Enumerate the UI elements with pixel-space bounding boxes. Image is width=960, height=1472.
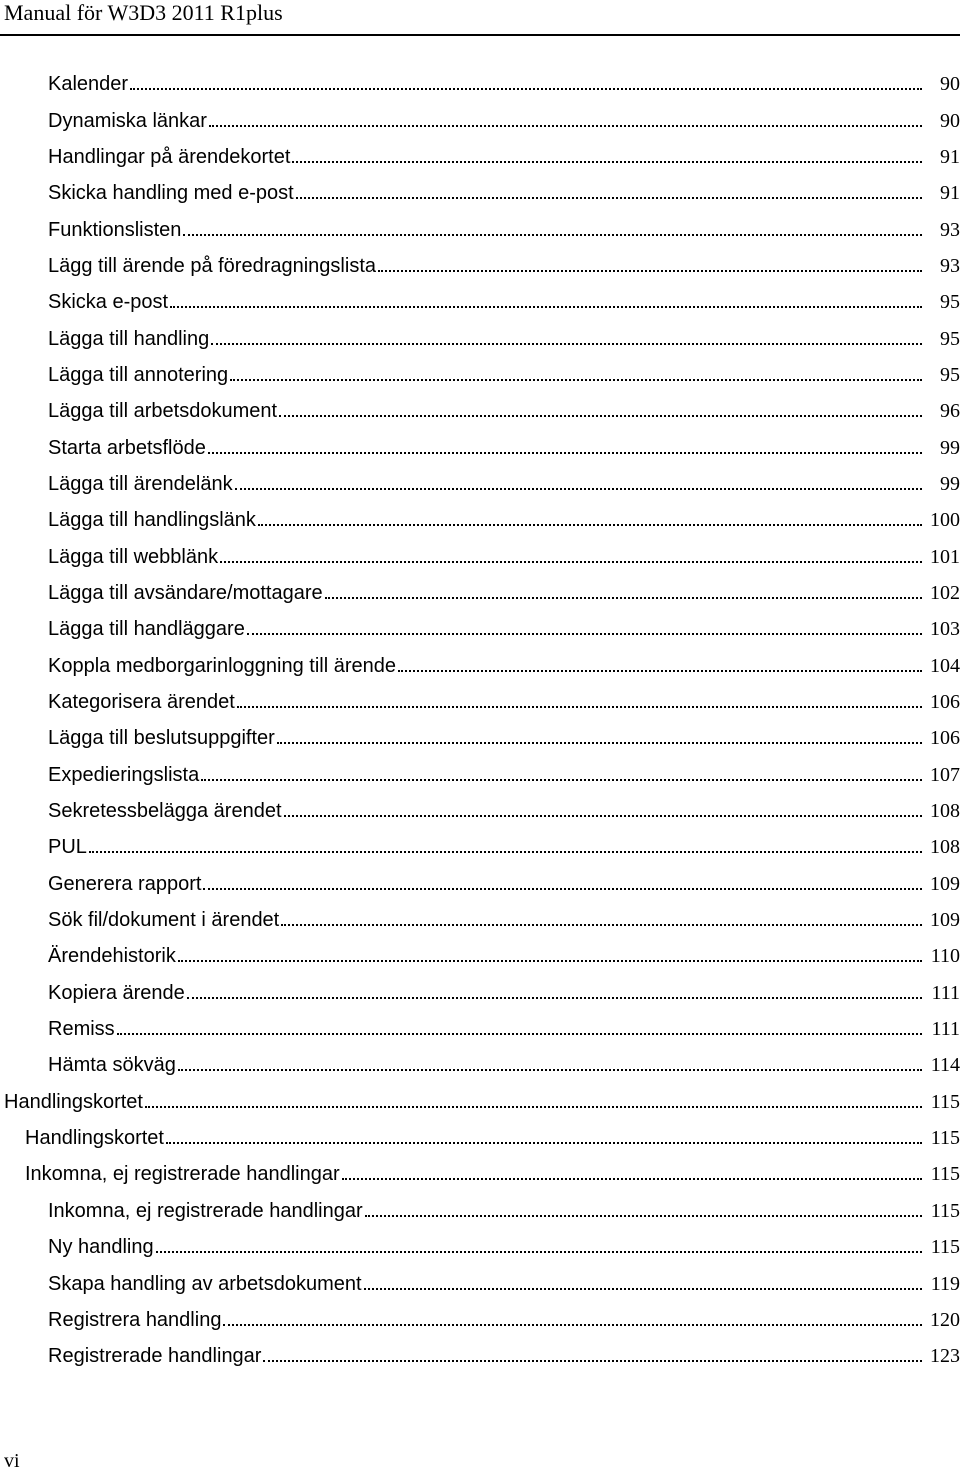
toc-entry-title: Kopiera ärende: [48, 981, 185, 1004]
toc-entry-page: 119: [930, 1272, 960, 1295]
toc-entry-page: 115: [930, 1199, 960, 1222]
toc-entry-page: 106: [930, 727, 960, 750]
toc-dot-leader: [292, 161, 922, 163]
toc-entry-title: Ärendehistorik: [48, 945, 176, 968]
toc-entry-title: Kategorisera ärendet: [48, 691, 235, 714]
toc-dot-leader: [398, 670, 922, 672]
toc-dot-leader: [365, 1215, 922, 1217]
toc-entry-page: 111: [931, 981, 960, 1004]
toc-entry[interactable]: [0, 393, 960, 429]
toc-entry[interactable]: [0, 1302, 960, 1338]
toc-entry-page: 103: [930, 618, 960, 641]
toc-entry[interactable]: [0, 102, 960, 138]
toc-dot-leader: [170, 306, 922, 308]
toc-dot-leader: [235, 488, 922, 490]
toc-entry-title: Handlingskortet: [4, 1090, 143, 1113]
toc-entry-page: 109: [930, 909, 960, 932]
toc-entry[interactable]: [0, 284, 960, 320]
toc-entry[interactable]: [0, 975, 960, 1011]
toc-dot-leader: [166, 1142, 922, 1144]
toc-entry-page: 104: [930, 654, 960, 677]
page-number: vi: [4, 1450, 20, 1472]
toc-dot-leader: [279, 415, 922, 417]
toc-entry[interactable]: [0, 248, 960, 284]
toc-dot-leader: [220, 561, 922, 563]
toc-entry-title: Sekretessbelägga ärendet: [48, 800, 282, 823]
toc-dot-leader: [130, 88, 922, 90]
toc-entry-page: 108: [930, 800, 960, 823]
toc-entry-page: 102: [930, 581, 960, 604]
toc-entry[interactable]: [0, 938, 960, 974]
toc-entry-page: 90: [940, 73, 960, 96]
toc-dot-leader: [145, 1106, 922, 1108]
toc-dot-leader: [89, 851, 922, 853]
toc-entry[interactable]: [0, 1047, 960, 1083]
toc-entry-page: 99: [940, 472, 960, 495]
toc-entry[interactable]: [0, 1229, 960, 1265]
toc-entry-page: 93: [940, 254, 960, 277]
toc-dot-leader: [378, 270, 922, 272]
toc-entry[interactable]: [0, 66, 960, 102]
toc-entry[interactable]: [0, 357, 960, 393]
toc-dot-leader: [258, 524, 922, 526]
toc-entry[interactable]: [0, 1265, 960, 1301]
toc-dot-leader: [201, 779, 922, 781]
toc-entry-page: 115: [930, 1163, 960, 1186]
toc-entry[interactable]: [0, 139, 960, 175]
toc-entry-page: 120: [930, 1308, 960, 1331]
toc-entry[interactable]: [0, 466, 960, 502]
toc-entry-page: 95: [940, 327, 960, 350]
toc-entry-title: Hämta sökväg: [48, 1054, 176, 1077]
toc-entry[interactable]: [0, 211, 960, 247]
page-header: [0, 0, 960, 38]
toc-entry-title: Lägga till annotering: [48, 363, 229, 386]
toc-entry-title: Lägga till webblänk: [48, 545, 219, 568]
toc-entry-page: 108: [930, 836, 960, 859]
toc-entry-page: 111: [931, 1018, 960, 1041]
toc-dot-leader: [247, 633, 922, 635]
toc-entry-title: Lägg till ärende på föredragningslista: [48, 254, 376, 277]
toc-entry-title: Skapa handling av arbetsdokument: [48, 1272, 362, 1295]
toc-entry-title: Expedieringslista: [48, 763, 200, 786]
toc-dot-leader: [230, 379, 922, 381]
toc-dot-leader: [284, 815, 923, 817]
toc-entry-title: Inkomna, ej registrerade handlingar: [25, 1163, 340, 1186]
toc-dot-leader: [342, 1178, 922, 1180]
toc-entry-title: Generera rapport: [48, 872, 202, 895]
toc-entry[interactable]: [0, 1084, 960, 1120]
toc-dot-leader: [208, 452, 922, 454]
toc-dot-leader: [178, 1069, 922, 1071]
toc-dot-leader: [364, 1288, 922, 1290]
toc-entry[interactable]: [0, 502, 960, 538]
toc-entry[interactable]: [0, 1338, 960, 1374]
toc-entry[interactable]: [0, 611, 960, 647]
toc-entry[interactable]: [0, 1120, 960, 1156]
toc-dot-leader: [263, 1360, 922, 1362]
toc-dot-leader: [183, 234, 922, 236]
toc-entry-page: 115: [930, 1236, 960, 1259]
toc-entry[interactable]: [0, 648, 960, 684]
toc-entry-page: 107: [930, 763, 960, 786]
toc-dot-leader: [117, 1033, 922, 1035]
toc-entry-title: PUL: [48, 836, 87, 859]
toc-entry-title: Lägga till arbetsdokument: [48, 400, 278, 423]
toc-dot-leader: [237, 706, 922, 708]
toc-entry[interactable]: [0, 902, 960, 938]
toc-dot-leader: [203, 888, 922, 890]
toc-dot-leader: [187, 997, 922, 999]
toc-entry[interactable]: [0, 793, 960, 829]
toc-entry-page: 91: [940, 182, 960, 205]
toc-entry-title: Registrera handling: [48, 1308, 222, 1331]
toc-entry-page: 123: [930, 1345, 960, 1368]
toc-entry[interactable]: [0, 829, 960, 865]
toc-entry-title: Lägga till handläggare: [48, 618, 245, 641]
document-title: Manual för W3D3 2011 R1plus: [4, 0, 283, 25]
toc-entry-title: Koppla medborgarinloggning till ärende: [48, 654, 397, 677]
toc-entry-title: Kalender: [48, 73, 129, 96]
toc-entry-title: Lägga till handling: [48, 327, 210, 350]
toc-entry-title: Sök fil/dokument i ärendet: [48, 909, 280, 932]
toc-entry-title: Skicka handling med e-post: [48, 182, 294, 205]
toc-entry-page: 93: [940, 218, 960, 241]
toc-entry-page: 114: [930, 1054, 960, 1077]
toc-entry-page: 115: [930, 1090, 960, 1113]
toc-entry[interactable]: [0, 1193, 960, 1229]
toc-entry[interactable]: [0, 1156, 960, 1192]
toc-entry[interactable]: [0, 575, 960, 611]
toc-entry-title: Lägga till beslutsuppgifter: [48, 727, 275, 750]
toc-entry-page: 100: [930, 509, 960, 532]
header-divider: [0, 34, 960, 36]
toc-entry-page: 90: [940, 109, 960, 132]
toc-dot-leader: [277, 742, 922, 744]
toc-dot-leader: [156, 1251, 922, 1253]
toc-dot-leader: [209, 125, 922, 127]
toc-entry-title: Funktionslisten: [48, 218, 182, 241]
toc-entry-title: Dynamiska länkar: [48, 109, 207, 132]
toc-entry-title: Ny handling: [48, 1236, 154, 1259]
toc-entry-page: 110: [930, 945, 960, 968]
toc-entry-page: 96: [940, 400, 960, 423]
toc-entry-title: Handlingskortet: [25, 1127, 164, 1150]
toc-entry-page: 106: [930, 691, 960, 714]
toc-entry[interactable]: [0, 684, 960, 720]
toc-entry[interactable]: [0, 538, 960, 574]
toc-entry[interactable]: [0, 175, 960, 211]
toc-entry-title: Inkomna, ej registrerade handlingar: [48, 1199, 363, 1222]
toc-entry[interactable]: [0, 720, 960, 756]
toc-entry-title: Starta arbetsflöde: [48, 436, 206, 459]
toc-dot-leader: [296, 197, 922, 199]
toc-dot-leader: [211, 343, 922, 345]
toc-entry-page: 95: [940, 291, 960, 314]
toc-entry-title: Lägga till ärendelänk: [48, 472, 233, 495]
toc-dot-leader: [178, 960, 922, 962]
toc-entry-title: Lägga till avsändare/mottagare: [48, 581, 323, 604]
toc-entry-page: 101: [930, 545, 960, 568]
toc-entry[interactable]: [0, 757, 960, 793]
table-of-contents: [0, 66, 960, 1374]
toc-dot-leader: [325, 597, 922, 599]
toc-entry-page: 91: [940, 145, 960, 168]
toc-entry-title: Skicka e-post: [48, 291, 169, 314]
toc-entry[interactable]: [0, 866, 960, 902]
toc-entry[interactable]: [0, 429, 960, 465]
toc-entry[interactable]: [0, 320, 960, 356]
toc-dot-leader: [223, 1324, 922, 1326]
toc-entry-page: 95: [940, 363, 960, 386]
toc-entry-title: Lägga till handlingslänk: [48, 509, 256, 532]
toc-entry-page: 109: [930, 872, 960, 895]
toc-dot-leader: [281, 924, 922, 926]
toc-entry-title: Remiss: [48, 1018, 115, 1041]
toc-entry-page: 99: [940, 436, 960, 459]
toc-entry-title: Registrerade handlingar: [48, 1345, 262, 1368]
toc-entry[interactable]: [0, 1011, 960, 1047]
toc-entry-page: 115: [930, 1127, 960, 1150]
toc-entry-title: Handlingar på ärendekortet: [48, 145, 291, 168]
